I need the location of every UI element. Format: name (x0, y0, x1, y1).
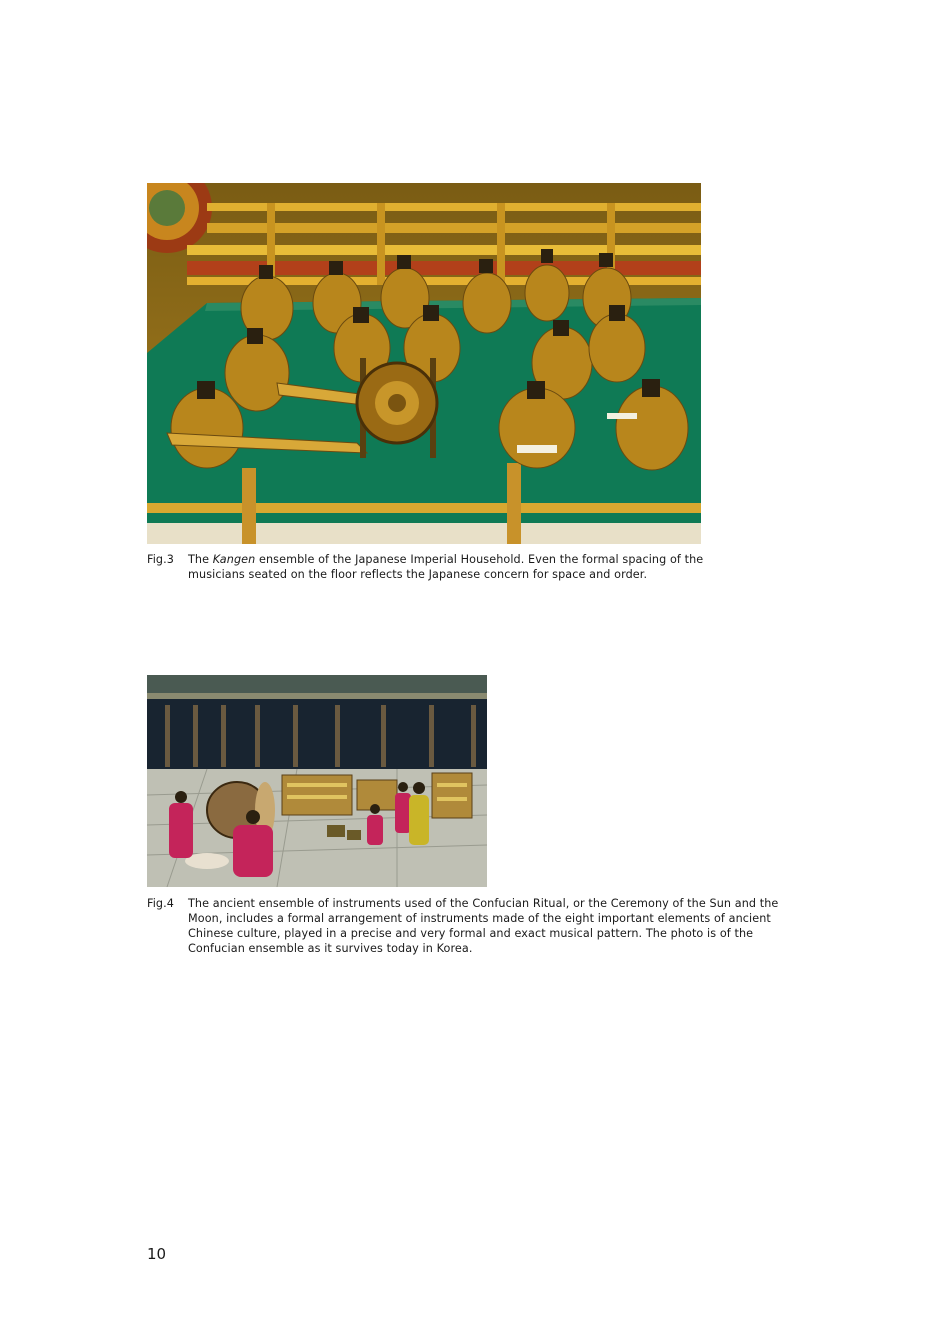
kangen-ensemble-image (147, 183, 701, 544)
fig3-caption-pre: The (188, 553, 213, 566)
confucian-ensemble-image (147, 675, 487, 887)
fig4-caption-text: The ancient ensemble of instruments used of the Confucian Ritual, or the Ceremony of the Sun and the Moon, includes a formal arrangement of instruments made of the eight important elements of ancient Chinese culture, played in a precise and very formal and exact musical pattern. The photo is of the Confucian ensemble as it survives today in Korea. (188, 897, 779, 955)
fig3-caption-italic: Kangen (212, 553, 256, 566)
page-number: 10 (147, 1245, 167, 1263)
fig3-caption-text (188, 552, 727, 582)
fig4-photo (147, 675, 487, 887)
fig3-caption (147, 552, 727, 582)
fig3-caption-post: ensemble of the Japanese Imperial Household. Even the formal spacing of the musicians seated on the floor reflects the Japanese concern for space and order. (188, 553, 704, 581)
fig3-label: Fig.3 (147, 553, 175, 566)
fig3-photo (147, 183, 701, 544)
fig4-label: Fig.4 (147, 897, 175, 910)
fig4-caption (147, 896, 787, 956)
